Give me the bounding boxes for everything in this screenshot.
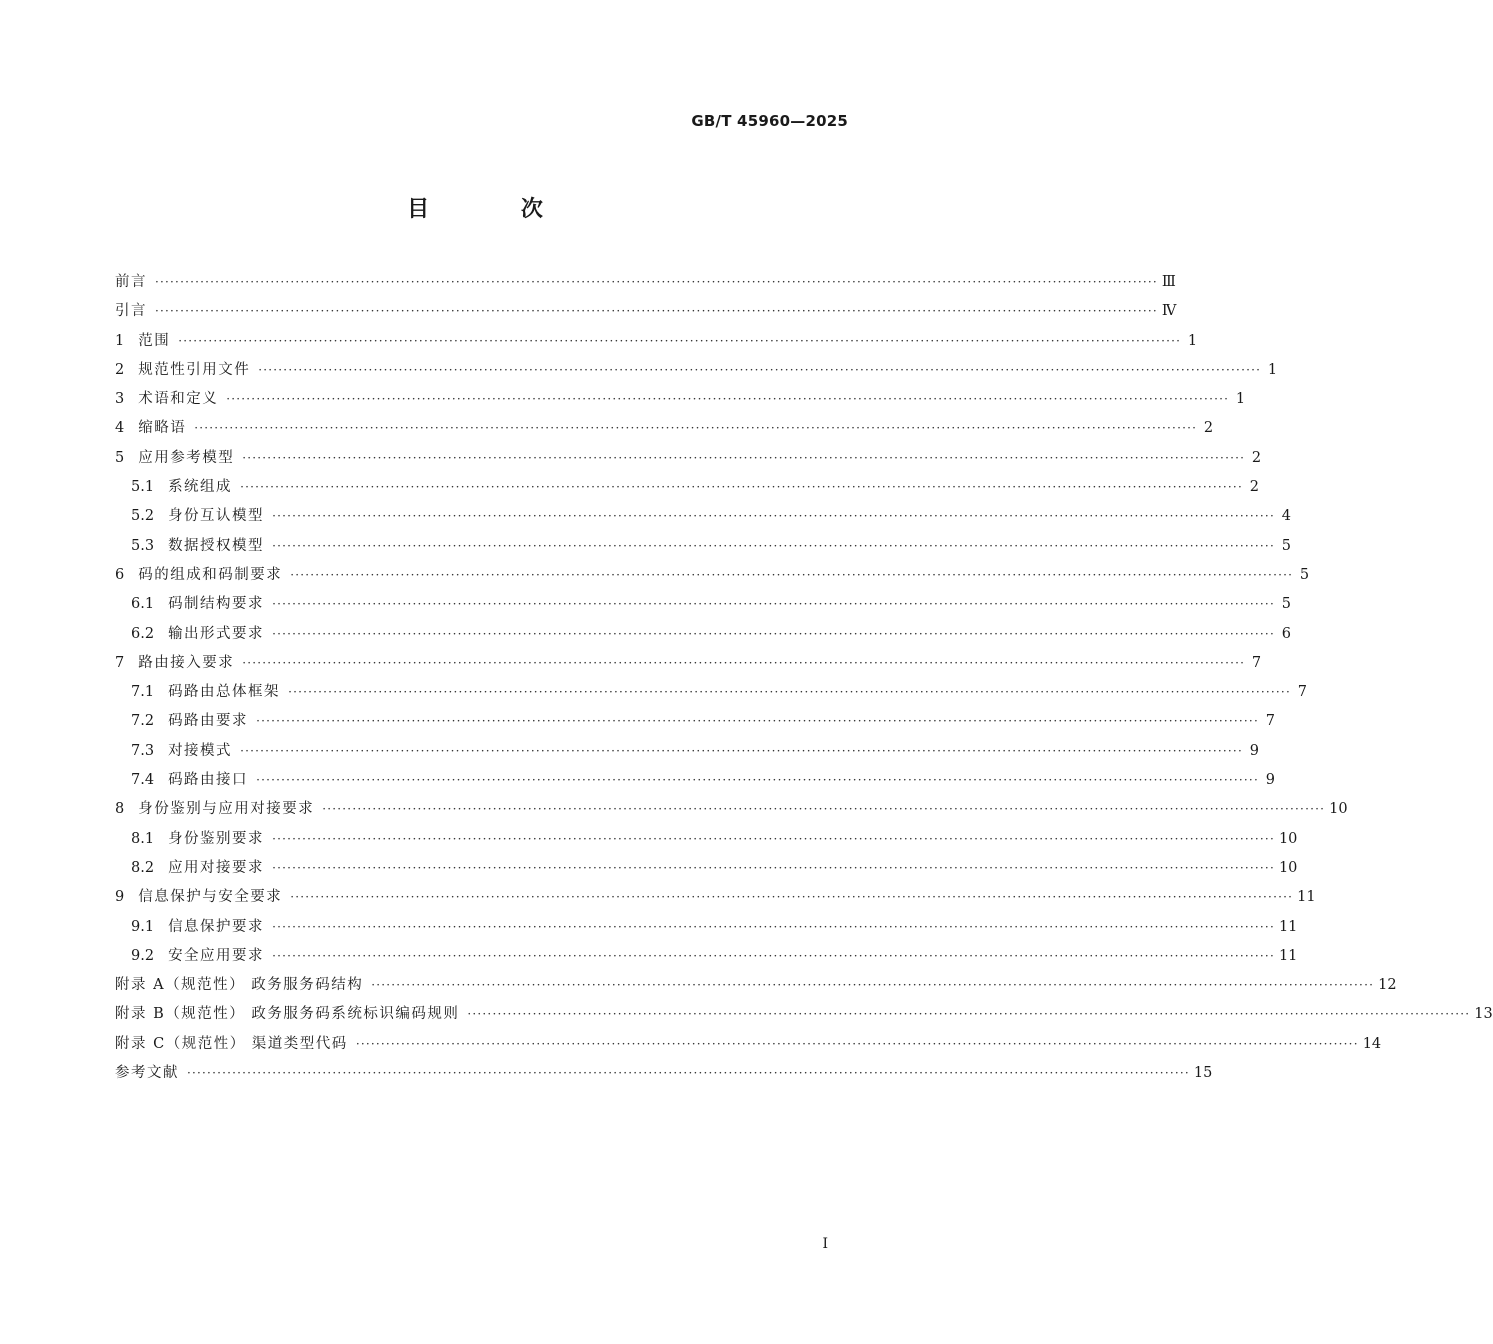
toc-entry-number: 7.1: [131, 684, 155, 701]
toc-dot-leader: ········································································································································································································: [178, 333, 1182, 348]
toc-entry-number: 8.2: [131, 859, 155, 876]
toc-entry-page: Ⅲ: [1161, 274, 1176, 290]
toc-entry-page: 2: [1203, 420, 1214, 437]
toc-entry[interactable]: [115, 651, 1262, 680]
toc-entry-label: 附录 A（规范性） 政务服务码结构: [115, 977, 364, 994]
toc-entry-page: 6: [1281, 625, 1291, 642]
toc-entry[interactable]: [115, 563, 1310, 592]
toc-entry-number: 4: [115, 420, 125, 437]
toc-entry-number: 9.1: [131, 918, 155, 935]
toc-entry-page: 14: [1362, 1035, 1382, 1052]
toc-entry-number: 5.1: [131, 479, 155, 496]
toc-entry-label: 参考文献: [115, 1065, 179, 1082]
toc-entry[interactable]: [115, 622, 1291, 651]
toc-entry-page: 1: [1187, 332, 1198, 349]
page-title: 目 次: [407, 197, 585, 222]
toc-dot-leader: ········································································································································································································: [272, 538, 1275, 553]
toc-entry[interactable]: [115, 709, 1275, 738]
toc-dot-leader: ········································································································································································································: [272, 597, 1275, 612]
toc-entry[interactable]: [115, 1002, 1493, 1031]
toc-entry-label: 术语和定义: [138, 391, 219, 408]
toc-entry-label: 码路由接口: [168, 772, 249, 789]
toc-entry-page: 10: [1278, 859, 1298, 876]
toc-entry[interactable]: [115, 387, 1246, 416]
toc-entry-label: 范围: [138, 332, 171, 349]
toc-entry[interactable]: [115, 475, 1259, 504]
toc-entry-page: Ⅳ: [1161, 303, 1177, 320]
toc-dot-leader: ········································································································································································································: [355, 1036, 1359, 1051]
toc-entry-page: 12: [1378, 977, 1397, 994]
toc-entry[interactable]: [115, 1032, 1382, 1061]
toc-dot-leader: ········································································································································································································: [256, 714, 1259, 729]
toc-entry-label: 路由接入要求: [138, 654, 235, 671]
toc-dot-leader: ········································································································································································································: [194, 421, 1198, 436]
toc-dot-leader: ········································································································································································································: [242, 655, 1246, 670]
toc-entry-page: 1: [1235, 391, 1246, 408]
toc-entry-label: 信息保护要求: [168, 918, 265, 935]
toc-dot-leader: ········································································································································································································: [272, 860, 1275, 875]
toc-entry-number: 5.2: [131, 508, 155, 525]
toc-entry-page: 7: [1297, 684, 1307, 701]
toc-entry-number: 7.4: [131, 772, 155, 789]
toc-entry-page: 2: [1251, 449, 1262, 466]
toc-entry[interactable]: [115, 797, 1348, 826]
toc-entry-label: 码制结构要求: [168, 596, 265, 613]
toc-entry-label: 引言: [115, 303, 147, 320]
toc-dot-leader: ········································································································································································································: [322, 802, 1326, 817]
toc-entry[interactable]: [115, 446, 1262, 475]
toc-entry[interactable]: [115, 856, 1298, 885]
toc-entry-number: 7.3: [131, 742, 155, 759]
toc-entry-label: 身份互认模型: [168, 508, 265, 525]
toc-entry[interactable]: [115, 329, 1198, 358]
toc-dot-leader: ········································································································································································································: [187, 1066, 1190, 1081]
toc-dot-leader: ········································································································································································································: [272, 948, 1275, 963]
toc-entry-label: 安全应用要求: [168, 947, 265, 964]
toc-dot-leader: ········································································································································································································: [155, 304, 1158, 319]
table-of-contents: [115, 270, 1493, 1090]
toc-entry-page: 11: [1297, 889, 1316, 906]
toc-entry-label: 缩略语: [138, 420, 187, 437]
footer-page-number: I: [822, 1236, 828, 1252]
toc-entry-page: 11: [1278, 947, 1298, 964]
toc-entry-label: 身份鉴别与应用对接要求: [138, 801, 315, 818]
toc-entry[interactable]: [115, 680, 1307, 709]
toc-entry-page: 10: [1329, 801, 1348, 818]
toc-entry-number: 2: [115, 361, 125, 378]
standard-code: GB/T 45960—2025: [691, 112, 848, 130]
toc-entry-number: 8: [115, 801, 125, 818]
toc-dot-leader: ········································································································································································································: [256, 773, 1259, 788]
toc-entry-page: 9: [1265, 772, 1275, 789]
toc-entry-number: 1: [115, 332, 125, 349]
toc-entry-label: 系统组成: [168, 479, 233, 496]
toc-entry[interactable]: [115, 768, 1275, 797]
toc-entry-page: 9: [1249, 742, 1259, 759]
toc-entry-page: 1: [1267, 361, 1278, 378]
toc-entry[interactable]: [115, 592, 1291, 621]
toc-entry-label: 应用对接要求: [168, 859, 265, 876]
toc-entry-number: 6.1: [131, 596, 155, 613]
toc-entry-page: 15: [1193, 1065, 1213, 1082]
toc-entry-number: 7.2: [131, 713, 155, 730]
toc-entry-label: 应用参考模型: [138, 449, 235, 466]
toc-dot-leader: ········································································································································································································: [240, 480, 1243, 495]
toc-entry[interactable]: [115, 915, 1298, 944]
toc-entry-number: 9.2: [131, 947, 155, 964]
toc-dot-leader: ········································································································································································································: [290, 567, 1294, 582]
toc-entry-page: 4: [1281, 508, 1291, 525]
toc-dot-leader: ········································································································································································································: [290, 890, 1294, 905]
toc-dot-leader: ········································································································································································································: [272, 919, 1275, 934]
toc-entry-number: 9: [115, 889, 125, 906]
toc-entry-number: 7: [115, 654, 125, 671]
toc-entry-label: 前言: [115, 274, 147, 290]
toc-entry[interactable]: [115, 944, 1298, 973]
toc-entry-label: 码的组成和码制要求: [138, 566, 283, 583]
toc-entry-page: 5: [1281, 596, 1291, 613]
toc-dot-leader: ········································································································································································································: [272, 831, 1275, 846]
toc-entry-page: 7: [1265, 713, 1275, 730]
toc-entry-page: 7: [1251, 654, 1262, 671]
toc-dot-leader: ········································································································································································································: [240, 743, 1243, 758]
toc-entry-label: 规范性引用文件: [138, 361, 251, 378]
toc-entry[interactable]: [115, 973, 1397, 1002]
toc-entry-label: 附录 C（规范性） 渠道类型代码: [115, 1035, 348, 1052]
toc-entry-page: 11: [1278, 918, 1298, 935]
toc-dot-leader: ········································································································································································································: [288, 685, 1291, 700]
toc-entry[interactable]: [115, 1061, 1213, 1090]
toc-dot-leader: ········································································································································································································: [272, 626, 1275, 641]
toc-entry[interactable]: [115, 504, 1291, 533]
toc-entry[interactable]: [115, 299, 1177, 328]
toc-entry-page: 2: [1249, 479, 1259, 496]
toc-entry-number: 5: [115, 449, 125, 466]
toc-dot-leader: ········································································································································································································: [371, 978, 1375, 993]
toc-entry-number: 5.3: [131, 537, 155, 554]
toc-entry-page: 5: [1281, 537, 1291, 554]
toc-entry[interactable]: [115, 270, 1176, 299]
toc-entry-number: 3: [115, 391, 125, 408]
toc-dot-leader: ········································································································································································································: [467, 1007, 1471, 1022]
toc-dot-leader: ········································································································································································································: [272, 509, 1275, 524]
toc-entry-page: 13: [1474, 1006, 1493, 1023]
toc-entry-label: 附录 B（规范性） 政务服务码系统标识编码规则: [115, 1006, 460, 1023]
toc-entry[interactable]: [115, 358, 1278, 387]
toc-entry-number: 6: [115, 566, 125, 583]
toc-entry[interactable]: [115, 416, 1214, 445]
toc-entry-label: 码路由要求: [168, 713, 249, 730]
toc-entry[interactable]: [115, 534, 1291, 563]
toc-dot-leader: ········································································································································································································: [226, 392, 1230, 407]
toc-entry-number: 8.1: [131, 830, 155, 847]
toc-entry-label: 输出形式要求: [168, 625, 265, 642]
toc-dot-leader: ········································································································································································································: [258, 362, 1262, 377]
toc-entry-number: 6.2: [131, 625, 155, 642]
toc-entry-label: 信息保护与安全要求: [138, 889, 283, 906]
toc-entry-label: 码路由总体框架: [168, 684, 281, 701]
toc-dot-leader: ········································································································································································································: [242, 450, 1246, 465]
toc-entry-label: 身份鉴别要求: [168, 830, 265, 847]
toc-entry-label: 对接模式: [168, 742, 233, 759]
toc-entry[interactable]: [115, 739, 1259, 768]
toc-entry[interactable]: [115, 827, 1298, 856]
toc-entry-label: 数据授权模型: [168, 537, 265, 554]
toc-entry-page: 10: [1278, 830, 1298, 847]
toc-dot-leader: ········································································································································································································: [155, 275, 1158, 289]
toc-entry[interactable]: [115, 885, 1316, 914]
toc-entry-page: 5: [1299, 566, 1310, 583]
